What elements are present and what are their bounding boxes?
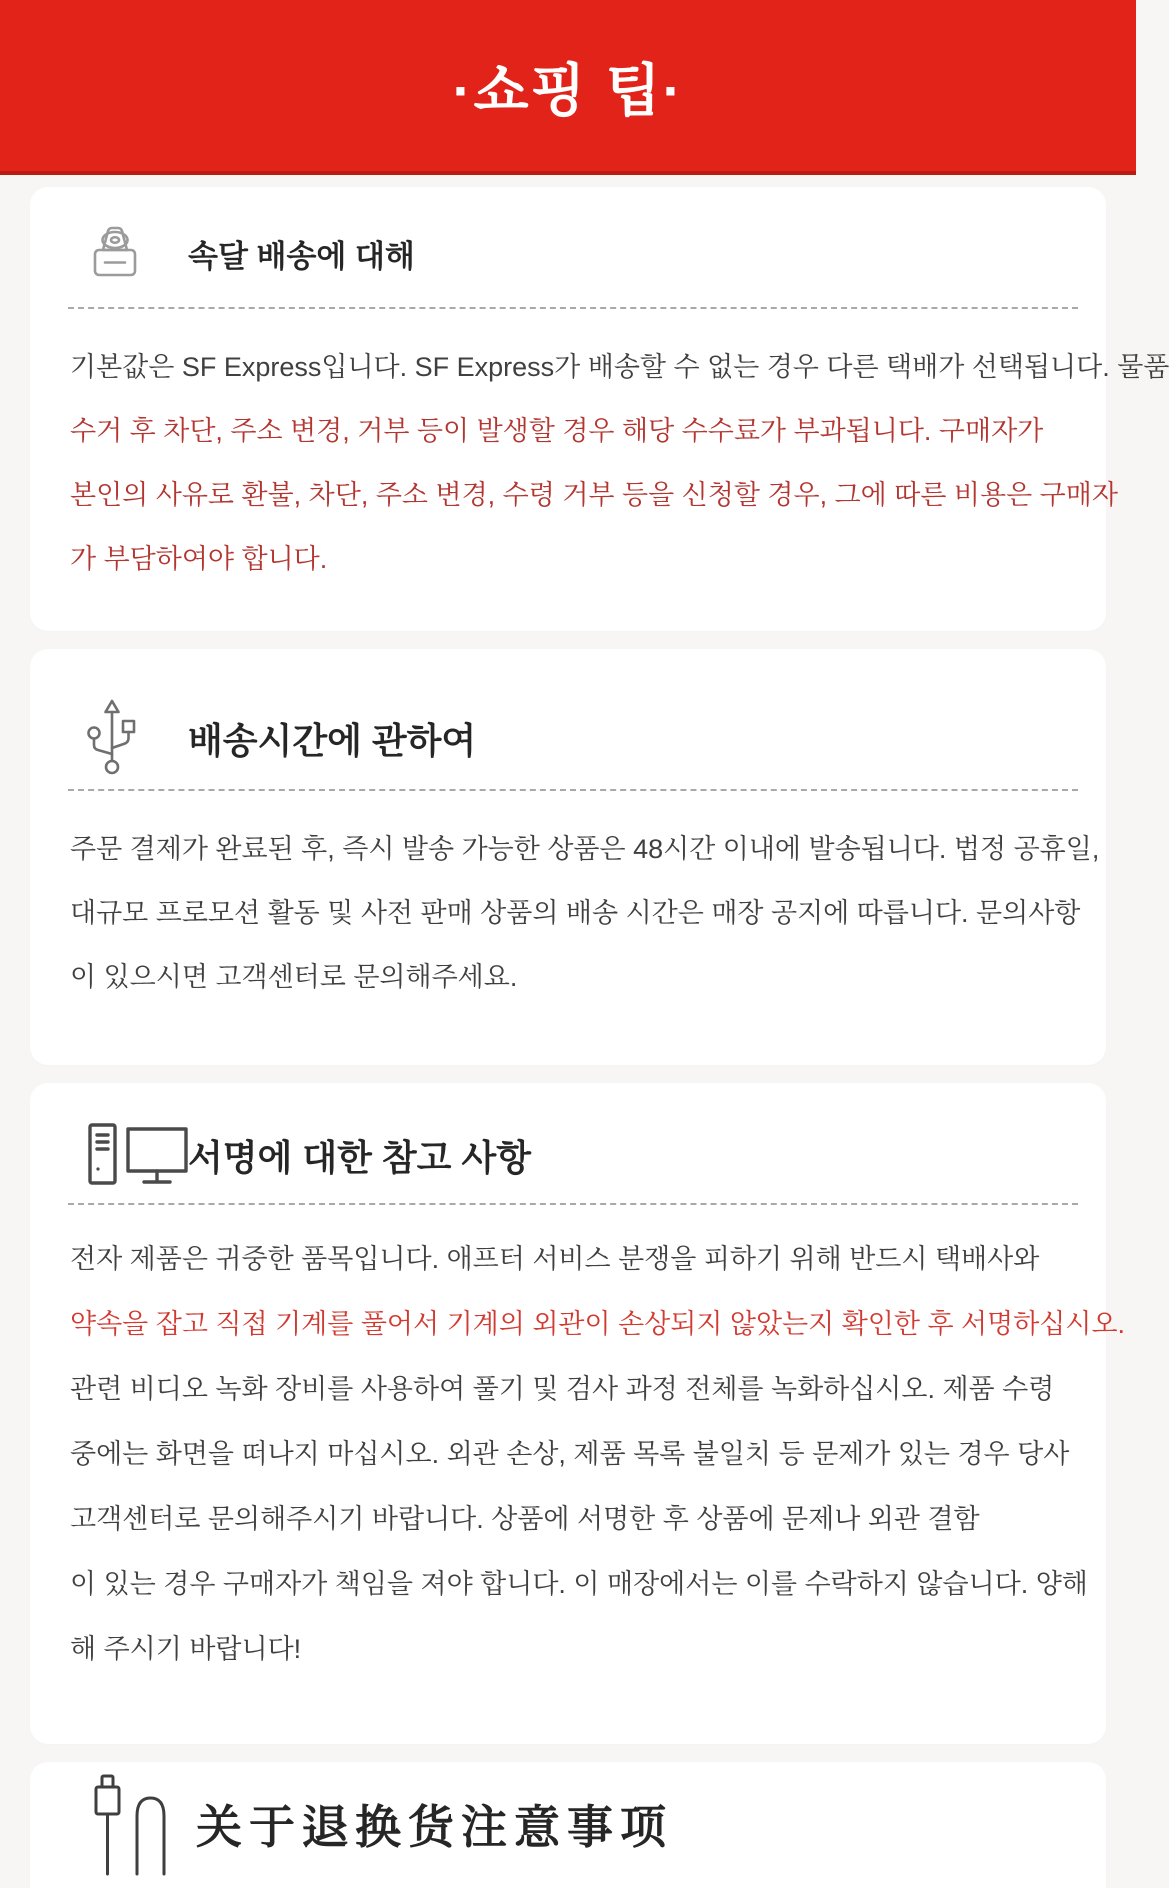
hard-drive-icon xyxy=(86,223,164,283)
section-title: 关于退换货注意事项 xyxy=(196,1801,673,1853)
section-body xyxy=(68,335,1169,591)
body-line: 관련 비디오 녹화 장비를 사용하여 풀기 및 검사 과정 전체를 녹화하십시오. 제품 수령 xyxy=(70,1374,1055,1404)
body-line: 약속을 잡고 직접 기계를 풀어서 기계의 외관이 손상되지 않았는지 확인한 후 서명하십시오. xyxy=(70,1309,1126,1339)
body-line: 수거 후 차단, 주소 변경, 거부 등이 발생할 경우 해당 수수료가 부과됩니다. 구매자가 xyxy=(70,416,1044,446)
section-delivery-time xyxy=(30,649,1106,1065)
section-header xyxy=(68,1768,1078,1884)
body-line: 전자 제품은 귀중한 품목입니다. 애프터 서비스 분쟁을 피하기 위해 반드시 택배사와 xyxy=(70,1244,1040,1274)
section-title: 서명에 대한 참고 사항 xyxy=(188,1136,531,1178)
section-body xyxy=(68,817,1100,1009)
dashed-divider xyxy=(68,1203,1078,1205)
page-header xyxy=(0,0,1136,175)
section-header xyxy=(68,223,1078,283)
section-title: 배송시간에 관하여 xyxy=(188,719,477,761)
section-express-delivery xyxy=(30,187,1169,631)
page-title: ·쇼핑 팁· xyxy=(452,58,684,123)
computer-icon xyxy=(86,1121,164,1189)
section-title: 속달 배송에 대해 xyxy=(188,238,415,274)
section-return-exchange xyxy=(30,1762,1106,1888)
content-area xyxy=(0,175,1169,1888)
body-line: 이 있으시면 고객센터로 문의해주세요. xyxy=(70,962,518,992)
dashed-divider xyxy=(68,789,1078,791)
section-header xyxy=(68,697,1078,779)
body-line: 본인의 사유로 환불, 차단, 주소 변경, 수령 거부 등을 신청할 경우, 그에 따른 비용은 구매자 xyxy=(70,480,1118,510)
body-line: 이 있는 경우 구매자가 책임을 져야 합니다. 이 매장에서는 이를 수락하지 않습니다. 양해 xyxy=(70,1569,1088,1599)
body-line: 고객센터로 문의해주시기 바랍니다. 상품에 서명한 후 상품에 문제나 외관 결함 xyxy=(70,1504,980,1534)
body-line: 대규모 프로모션 활동 및 사전 판매 상품의 배송 시간은 매장 공지에 따릅니다. 문의사항 xyxy=(70,898,1081,928)
section-signature-notes xyxy=(30,1083,1126,1744)
section-header xyxy=(68,1121,1078,1189)
body-line: 중에는 화면을 떠나지 마십시오. 외관 손상, 제품 목록 불일치 등 문제가 있는 경우 당사 xyxy=(70,1439,1070,1469)
body-line: 주문 결제가 완료된 후, 즉시 발송 가능한 상품은 48시간 이내에 발송됩니다. 법정 공휴일, xyxy=(70,834,1100,864)
charger-cable-icon xyxy=(86,1768,164,1884)
usb-icon xyxy=(86,697,164,779)
body-line: 해 주시기 바랍니다! xyxy=(70,1634,302,1664)
section-body xyxy=(68,1227,1126,1682)
body-line: 가 부담하여야 합니다. xyxy=(70,544,328,574)
body-line: 기본값은 SF Express입니다. SF Express가 배송할 수 없는 경우 다른 택배가 선택됩니다. 물품 xyxy=(70,352,1169,382)
dashed-divider xyxy=(68,307,1078,309)
